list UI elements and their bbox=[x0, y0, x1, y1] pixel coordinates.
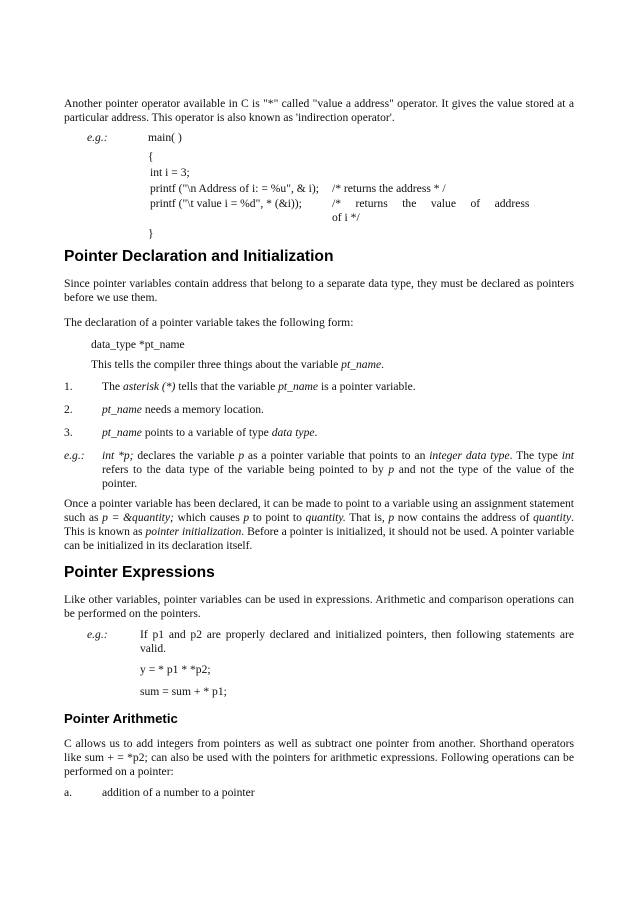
declaration-example-text: int *p; declares the variable p as a pointer variable that points to an integer data type. The type int refers to the data type of the variable being pointed to by p and not the type of the value of the pointer. bbox=[102, 449, 575, 490]
expressions-code-1: y = * p1 * *p2; bbox=[140, 663, 211, 676]
example-label: e.g.: bbox=[87, 131, 108, 144]
list-number-2: 2. bbox=[64, 403, 73, 416]
declaration-paragraph-2: The declaration of a pointer variable takes the following form: bbox=[64, 316, 354, 329]
intro-paragraph: Another pointer operator available in C is "*" called "value a address" operator. It gives the value stored at a particular address. This operator is also known as 'indirection operator'. bbox=[64, 97, 574, 124]
expressions-example-label: e.g.: bbox=[87, 628, 108, 641]
code-line-main: main( ) bbox=[148, 131, 182, 144]
initialization-paragraph: Once a pointer variable has been declared, it can be made to point to a variable using an assignment statement such as p = &quantity; which causes p to point to quantity. That is, p now contains the address of quantity. This is known as pointer initialization. Before a pointer is initialized, it should not be used. A pointer variable can be initialized in its declaration itself. bbox=[64, 497, 574, 552]
expressions-code-2: sum = sum + * p1; bbox=[140, 685, 227, 698]
code-line-printf-address: printf ("\n Address of i: = %u", & i); bbox=[150, 182, 319, 195]
declaration-example-label: e.g.: bbox=[64, 449, 85, 462]
heading-pointer-declaration: Pointer Declaration and Initialization bbox=[64, 248, 334, 265]
expressions-paragraph: Like other variables, pointer variables can be used in expressions. Arithmetic and comparison operations can be performed on the pointers. bbox=[64, 593, 574, 620]
code-comment-value-1: /* returns the value of address bbox=[332, 197, 530, 210]
code-line-int: int i = 3; bbox=[150, 166, 190, 179]
code-comment-address: /* returns the address * / bbox=[332, 182, 446, 195]
code-line-close-brace: } bbox=[148, 227, 154, 240]
list-item-1: The asterisk (*) tells that the variable pt_name is a pointer variable. bbox=[102, 380, 416, 393]
declaration-paragraph-1: Since pointer variables contain address that belong to a separate data type, they must be declared as pointers before we use them. bbox=[64, 277, 574, 304]
arithmetic-list-item-a: addition of a number to a pointer bbox=[102, 786, 255, 799]
heading-pointer-expressions: Pointer Expressions bbox=[64, 564, 215, 581]
list-item-3: pt_name points to a variable of type data type. bbox=[102, 426, 318, 439]
arithmetic-list-letter-a: a. bbox=[64, 786, 73, 799]
list-item-2: pt_name needs a memory location. bbox=[102, 403, 264, 416]
code-comment-value-2: of i */ bbox=[332, 211, 360, 224]
expressions-example-text: If p1 and p2 are properly declared and initialized pointers, then following statements are valid. bbox=[140, 628, 574, 655]
list-number-3: 3. bbox=[64, 426, 73, 439]
declaration-tells: This tells the compiler three things about the variable pt_name. bbox=[91, 358, 385, 371]
arithmetic-paragraph: C allows us to add integers from pointers as well as subtract one pointer from another. Shorthand operators like sum + = *p2; can also be used with the pointers for arithmetic expressions. Following operations can be performed on a pointer: bbox=[64, 737, 574, 778]
declaration-syntax: data_type *pt_name bbox=[91, 338, 185, 351]
code-line-printf-value: printf ("\t value i = %d", * (&i)); bbox=[150, 197, 302, 210]
heading-pointer-arithmetic: Pointer Arithmetic bbox=[64, 711, 178, 726]
code-line-open-brace: { bbox=[148, 150, 154, 163]
list-number-1: 1. bbox=[64, 380, 73, 393]
